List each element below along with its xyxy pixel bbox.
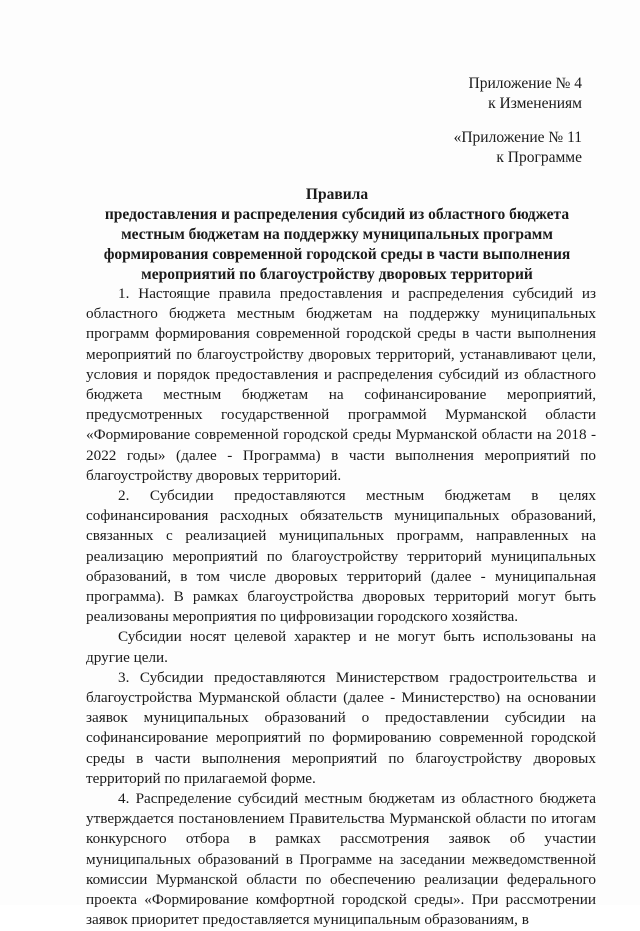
title-subtitle-line: местным бюджетам на поддержку муниципальных программ <box>121 226 553 243</box>
paragraph-2: 2. Субсидии предоставляются местным бюджетам в целях софинансирования расходных обязательств муниципальных образований, связанных с реализацией муниципальных программ, направленных на реализацию мероприятий по благоустройству территорий муниципальных образований, в том числе дворовых территорий (далее - муниципальная программа). В рамках благоустройства дворовых территорий могут быть реализованы мероприятия по цифровизации городского хозяйства. <box>86 487 596 626</box>
appendix-header <box>469 74 582 114</box>
appendix-target: к Изменениям <box>488 95 582 112</box>
paragraph-2-note: Субсидии носят целевой характер и не могут быть использованы на другие цели. <box>86 628 596 666</box>
paragraph-3: 3. Субсидии предоставляются Министерством градостроительства и благоустройства Мурманской области (далее - Министерство) на основании заявок муниципальных образований о предоставлении субсидии на софинансирование мероприятий по формированию современной городской среды в части выполнения мероприятий по благоустройству дворовых территорий по прилагаемой форме. <box>86 668 596 787</box>
document-title <box>92 185 582 285</box>
paragraph-1: 1. Настоящие правила предоставления и распределения субсидий из областного бюджета местным бюджетам на поддержку муниципальных программ формирования современной городской среды в части выполнения мероприятий по благоустройству дворовых территорий, устанавливают цели, условия и порядок предоставления и распределения субсидий из областного бюджета местным бюджетам на софинансирование мероприятий, предусмотренных государственной программой Мурманской области «Формирование современной городской среды Мурманской области на 2018 - 2022 годы» (далее - Программа) в части выполнения мероприятий по благоустройству дворовых территорий. <box>86 285 596 484</box>
title-main: Правила <box>305 186 369 203</box>
sub-appendix-number: «Приложение № 11 <box>453 129 582 146</box>
title-subtitle-line: мероприятий по благоустройству дворовых территорий <box>141 266 533 283</box>
appendix-number: Приложение № 4 <box>468 75 582 92</box>
title-subtitle-line: формирования современной городской среды в части выполнения <box>103 246 571 263</box>
sub-appendix-target: к Программе <box>496 149 582 166</box>
title-subtitle-line: предоставления и распределения субсидий из областного бюджета <box>104 206 570 223</box>
paragraph-4: 4. Распределение субсидий местным бюджетам из областного бюджета утверждается постановлением Правительства Мурманской области по итогам конкурсного отбора в рамках рассмотрения заявок об участии муниципальных образований в Программе на заседании межведомственной комиссии Мурманской области по обеспечению реализации федерального проекта «Формирование комфортной городской среды». При рассмотрении заявок приоритет предоставляется муниципальным образованиям, в <box>86 790 596 929</box>
sub-appendix-header <box>454 128 582 168</box>
document-body <box>86 284 596 931</box>
